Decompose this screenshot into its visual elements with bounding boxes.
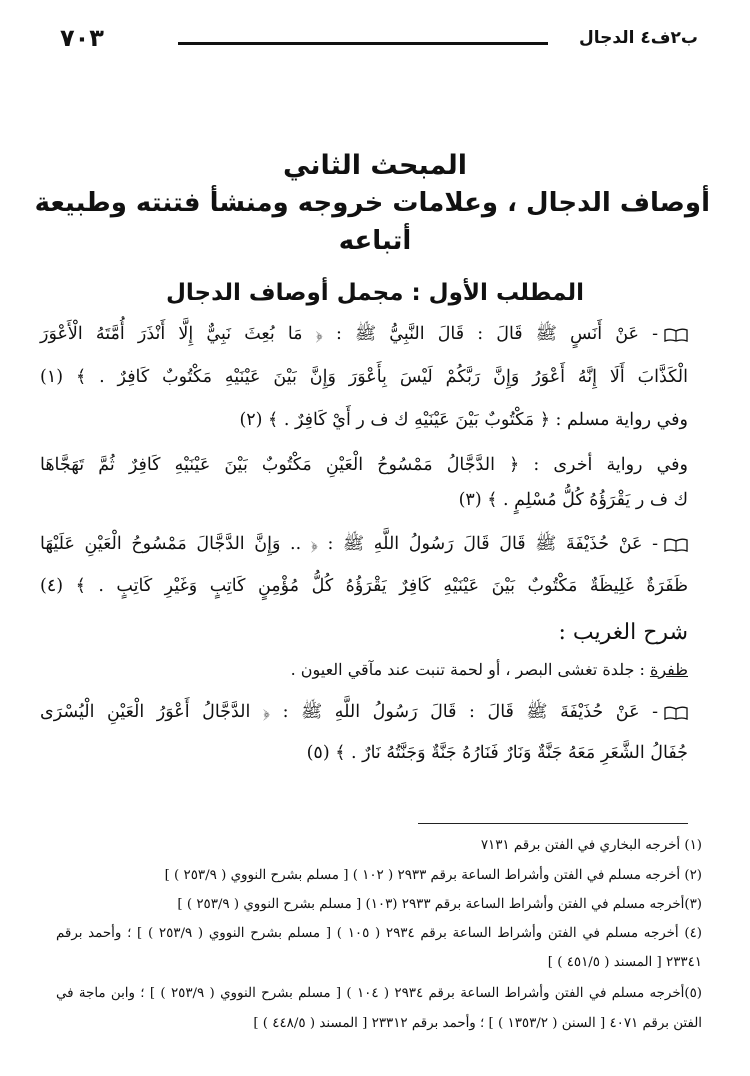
footnote: (٤) أخرجه مسلم في الفتن وأشراط الساعة برقم ٢٩٣٤ ( ١٠٥ ) [ مسلم بشرح النووي ( ٢٥٣/٩ ) ] ؛ وأحمد برقم [56, 926, 702, 941]
running-title: ب٢ف٤ الدجال [579, 28, 698, 48]
footnote: (٣)أخرجه مسلم في الفتن وأشراط الساعة برقم ٢٩٣٣ (١٠٣) [ مسلم بشرح النووي ( ٢٥٣/٩ ) ] [177, 897, 702, 912]
glossary-definition: : جلدة تغشى البصر ، أو لحمة تنبت عند مآقي العيون . [290, 660, 645, 679]
footnote-separator [418, 823, 688, 824]
chapter-title-line-1: أوصاف الدجال ، وعلامات خروجه ومنشأ فتنته وطبيعة [34, 188, 710, 218]
hadith-line: ك ف ر يَقْرَؤُهُ كُلُّ مُسْلِمٍ . ﴾ (٣) [458, 490, 688, 510]
hadith-line: ظَفَرَةٌ غَلِيظَةٌ مَكْتُوبٌ بَيْنَ عَيْنَيْهِ كَافِرٌ يَقْرَؤُهُ كُلُّ مُؤْمِنٍ كَاتِبٍ وَغَيْرِ كَاتِبٍ . ﴾ (٤) [40, 576, 688, 596]
page-header [60, 24, 698, 60]
hadith-text: - عَنْ أَنَسٍ ﷺ قَالَ : قَالَ النَّبِيُّ ﷺ : ﴿ مَا بُعِثَ نَبِيٌّ إِلَّا أَنْذَرَ أُمَّتَهُ الْأَعْوَرَ [40, 324, 658, 344]
glossary-heading: شرح الغريب : [558, 620, 688, 645]
hadith-text: - عَنْ حُذَيْفَةَ ﷺ قَالَ : قَالَ رَسُولُ اللَّهِ ﷺ : ﴿ الدَّجَّالُ أَعْوَرُ الْعَيْنِ الْيُسْرَى [40, 702, 658, 722]
section-heading: المطلب الأول : مجمل أوصاف الدجال [165, 280, 585, 306]
footnote: (٢) أخرجه مسلم في الفتن وأشراط الساعة برقم ٢٩٣٣ ( ١٠٢ ) [ مسلم بشرح النووي ( ٢٥٣/٩ ) ] [164, 868, 702, 883]
chapter-heading: المبحث الثاني [283, 150, 467, 181]
chapter-title-line-2: أتباعه [338, 226, 412, 256]
open-book-icon [664, 328, 688, 342]
footnote: (١) أخرجه البخاري في الفتن برقم ٧١٣١ [480, 838, 702, 853]
hadith-line: وفي رواية مسلم : ﴿ مَكْتُوبٌ بَيْنَ عَيْنَيْهِ ك ف ر أَيْ كَافِرٌ . ﴾ (٢) [239, 410, 688, 430]
hadith-line [40, 700, 688, 726]
footnote: (٥)أخرجه مسلم في الفتن وأشراط الساعة برقم ٢٩٣٤ ( ١٠٤ ) [ مسلم بشرح النووي ( ٢٥٣/٩ ) ] ؛ وابن ماجة في [56, 986, 702, 1001]
header-rule [178, 42, 548, 45]
hadith-line [40, 322, 688, 348]
hadith-text: - عَنْ حُذَيْفَةَ ﷺ قَالَ قَالَ رَسُولُ اللَّهِ ﷺ : ﴿ .. وَإِنَّ الدَّجَّالَ مَمْسُوحُ الْعَيْنِ عَلَيْهَا [40, 534, 658, 554]
page-number: ٧٠٣ [60, 24, 104, 52]
open-book-icon [664, 706, 688, 720]
footnote: ٢٣٣٤١ [ المسند ( ٤٥١/٥ ) ] [547, 955, 702, 970]
glossary-entry [40, 660, 688, 679]
open-book-icon [664, 538, 688, 552]
hadith-line: وفي رواية أخرى : ﴿ الدَّجَّالُ مَمْسُوحُ الْعَيْنِ مَكْتُوبٌ بَيْنَ عَيْنَيْهِ كَافِرٌ ثُمَّ تَهَجَّاهَا [40, 455, 688, 475]
hadith-line: جُفَالُ الشَّعَرِ مَعَهُ جَنَّةٌ وَنَارٌ فَنَارُهُ جَنَّةٌ وَجَنَّتُهُ نَارٌ . ﴾ (٥) [306, 743, 688, 763]
footnote: الفتن برقم ٤٠٧١ [ السنن ( ١٣٥٣/٢ ) ] ؛ وأحمد برقم ٢٣٣١٢ [ المسند ( ٤٤٨/٥ ) ] [253, 1016, 702, 1031]
hadith-line: الْكَذَّابَ أَلَا إِنَّهُ أَعْوَرُ وَإِنَّ رَبَّكُمْ لَيْسَ بِأَعْوَرَ وَإِنَّ بَيْنَ عَيْنَيْهِ مَكْتُوبٌ كَافِرٌ . ﴾ (١) [40, 367, 688, 387]
glossary-term: ظفرة [649, 660, 688, 679]
hadith-line [40, 532, 688, 558]
